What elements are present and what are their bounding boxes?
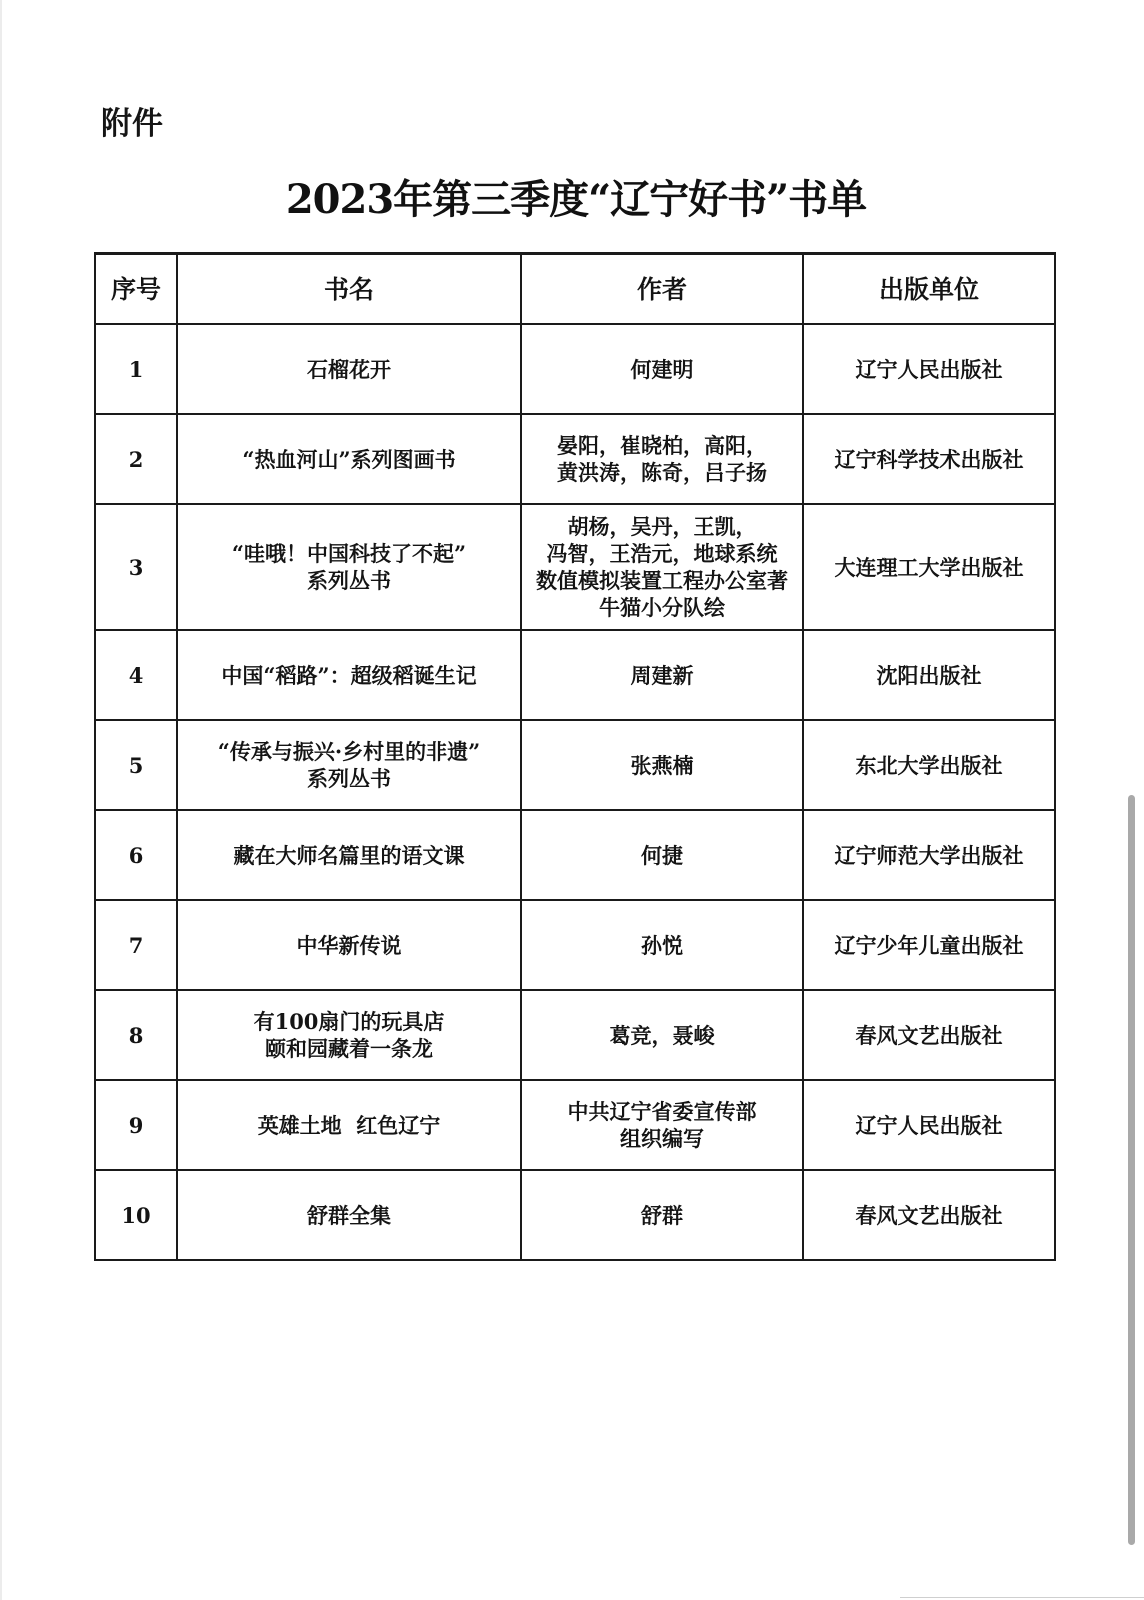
book-title-line: 颐和园藏着一条龙 [265,1036,433,1061]
book-author-line: 组织编写 [620,1126,704,1151]
page-bottom-rule [900,1597,1144,1598]
book-author-line: 孙悦 [641,932,683,958]
row-number: 1 [95,324,177,414]
book-author-line: 周建新 [630,662,694,688]
header-title: 书名 [177,254,521,325]
table-row [95,504,1055,630]
page-edge [0,0,2,1600]
header-author: 作者 [521,254,803,325]
attachment-label: 附件 [101,106,163,142]
book-title-line: “热血河山”系列图画书 [242,446,456,472]
vertical-scrollbar[interactable] [1126,790,1138,1560]
book-author [521,630,803,720]
book-author-line: 牛猫小分队绘 [599,595,725,620]
book-title [177,630,521,720]
book-author-line: 张燕楠 [630,752,694,778]
row-number: 5 [95,720,177,810]
book-author [521,720,803,810]
row-number: 7 [95,900,177,990]
book-author-line: 中共辽宁省委宣传部 [567,1099,757,1124]
book-title-line: 舒群全集 [307,1202,391,1228]
table-row [95,1080,1055,1170]
book-publisher: 东北大学出版社 [803,720,1055,810]
book-title-line: 有100扇门的玩具店 [253,1009,445,1034]
book-publisher: 大连理工大学出版社 [803,504,1055,630]
row-number: 4 [95,630,177,720]
book-author [521,504,803,630]
book-title-line: “传承与振兴·乡村里的非遗” [217,739,481,764]
book-author-line: 数值模拟装置工程办公室著 [536,568,788,593]
book-title [177,720,521,810]
book-title-line: “哇哦！中国科技了不起” [231,541,467,566]
book-title-line: 石榴花开 [307,356,391,382]
book-author-line: 晏阳，崔晓柏，高阳， [557,433,767,458]
scrollbar-thumb[interactable] [1128,795,1135,1545]
table-row [95,900,1055,990]
book-title [177,990,521,1080]
book-author-line: 何捷 [641,842,683,868]
table-row [95,414,1055,504]
book-title [177,1170,521,1260]
book-publisher: 辽宁少年儿童出版社 [803,900,1055,990]
table-header-row [95,254,1055,325]
book-title-line: 系列丛书 [307,766,391,791]
book-author [521,324,803,414]
book-title [177,900,521,990]
table-row [95,1170,1055,1260]
book-publisher: 沈阳出版社 [803,630,1055,720]
book-title-line: 英雄土地 红色辽宁 [257,1112,441,1138]
book-author [521,810,803,900]
row-number: 6 [95,810,177,900]
book-title [177,414,521,504]
book-list-table [94,252,1056,1261]
row-number: 8 [95,990,177,1080]
table-row [95,810,1055,900]
table-row [95,630,1055,720]
book-title [177,324,521,414]
book-author-line: 葛竞，聂峻 [609,1022,715,1048]
header-publisher: 出版单位 [803,254,1055,325]
book-author [521,1170,803,1260]
book-author-line: 何建明 [630,356,694,382]
book-author-line: 舒群 [641,1202,683,1228]
row-number: 2 [95,414,177,504]
book-author [521,900,803,990]
book-publisher: 辽宁师范大学出版社 [803,810,1055,900]
book-publisher: 春风文艺出版社 [803,990,1055,1080]
table-row [95,720,1055,810]
header-no: 序号 [95,254,177,325]
book-author [521,1080,803,1170]
book-author [521,414,803,504]
row-number: 9 [95,1080,177,1170]
book-author-line: 胡杨，吴丹，王凯， [567,514,757,539]
book-title [177,504,521,630]
book-title-line: 中华新传说 [296,932,402,958]
book-title-line: 藏在大师名篇里的语文课 [233,842,465,868]
document-title: 2023年第三季度“辽宁好书”书单 [285,176,867,223]
book-publisher: 辽宁人民出版社 [803,324,1055,414]
table-row [95,990,1055,1080]
book-publisher: 辽宁人民出版社 [803,1080,1055,1170]
book-author [521,990,803,1080]
table-row [95,324,1055,414]
book-title-line: 系列丛书 [307,568,391,593]
book-publisher: 辽宁科学技术出版社 [803,414,1055,504]
book-title-line: 中国“稻路”：超级稻诞生记 [221,662,477,688]
row-number: 10 [95,1170,177,1260]
book-author-line: 冯智，王浩元，地球系统 [546,541,778,566]
book-publisher: 春风文艺出版社 [803,1170,1055,1260]
book-title [177,810,521,900]
row-number: 3 [95,504,177,630]
book-title [177,1080,521,1170]
book-author-line: 黄洪涛，陈奇，吕子扬 [557,460,767,485]
